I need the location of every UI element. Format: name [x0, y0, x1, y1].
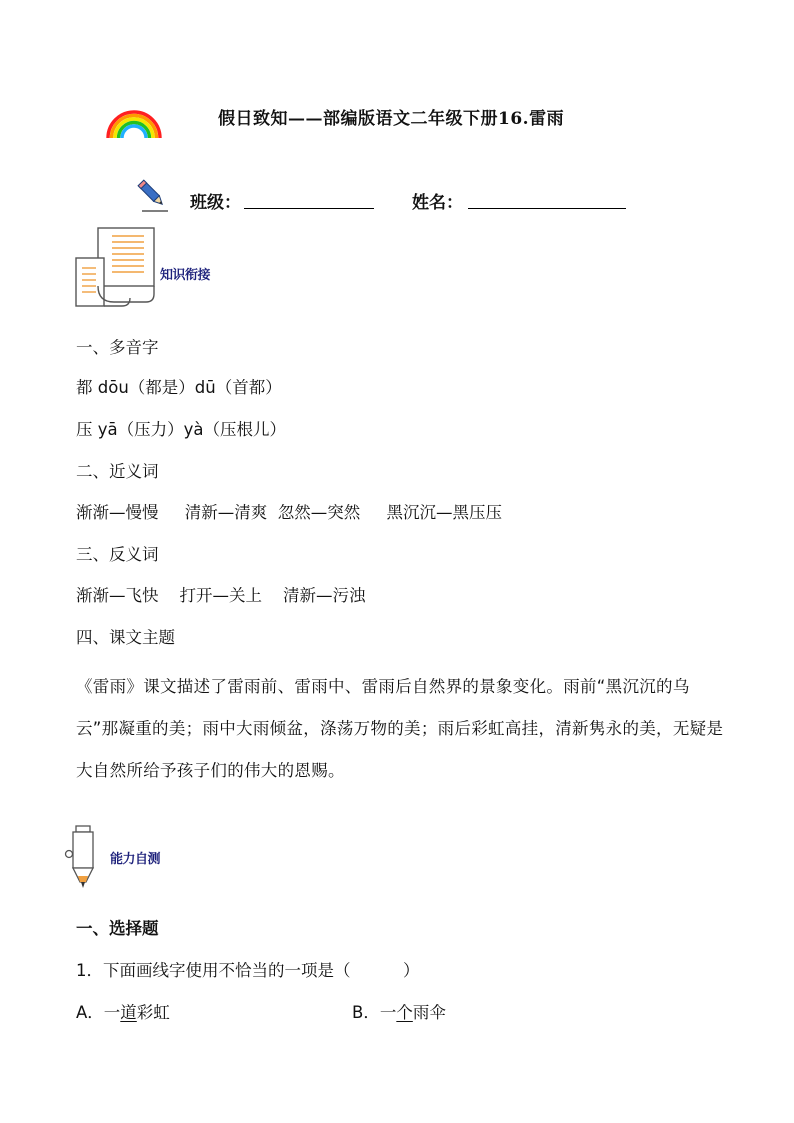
class-field[interactable] — [244, 208, 374, 209]
theme-heading: 四、课文主题 — [76, 628, 175, 647]
rainbow-icon — [104, 108, 164, 140]
antonym-heading: 三、反义词 — [76, 545, 159, 564]
option-b-suffix: 雨伞 — [412, 1003, 446, 1022]
option-b-underlined: 个 — [396, 1003, 413, 1022]
theme-paragraph: 《雷雨》课文描述了雷雨前、雷雨中、雷雨后自然界的景象变化。雨前“黑沉沉的乌云”那凝重的美；雨中大雨倾盆，涤荡万物的美；雨后彩虹高挂，清新隽永的美，无疑是大自然所给予孩子们的伟大的恩赐。 — [76, 677, 724, 780]
name-label: 姓名： — [412, 193, 463, 213]
synonym-heading: 二、近义词 — [76, 462, 159, 481]
pen-icon — [62, 824, 102, 890]
option-a-underlined: 道 — [120, 1003, 137, 1022]
pencil-icon — [136, 178, 170, 214]
section-tag-test: 能力自测 — [110, 852, 161, 867]
antonym-line: 渐渐—飞快 打开—关上 清新—污浊 — [76, 586, 366, 605]
option-b-prefix: B．一 — [352, 1003, 397, 1022]
polyphone-heading: 一、多音字 — [76, 338, 159, 357]
option-a-suffix: 彩虹 — [136, 1003, 170, 1022]
option-a[interactable] — [76, 1002, 170, 1024]
synonym-line: 渐渐—慢慢 清新—清爽 忽然—突然 黑沉沉—黑压压 — [76, 503, 502, 522]
page-title: 假日致知——部编版语文二年级下册16.雷雨 — [218, 109, 565, 129]
choice-heading: 一、选择题 — [76, 919, 159, 938]
section-tag-knowledge: 知识衔接 — [160, 268, 211, 283]
polyphone-item-2: 压 yā（压力）yà（压根儿） — [76, 420, 286, 439]
question-1: 1．下面画线字使用不恰当的一项是（ ） — [76, 961, 420, 980]
option-a-prefix: A．一 — [76, 1003, 121, 1022]
option-b[interactable] — [352, 1002, 446, 1024]
class-label: 班级： — [190, 193, 241, 213]
name-field[interactable] — [468, 208, 626, 209]
scroll-icon — [74, 226, 158, 308]
polyphone-item-1: 都 dōu（都是）dū（首都） — [76, 378, 282, 397]
